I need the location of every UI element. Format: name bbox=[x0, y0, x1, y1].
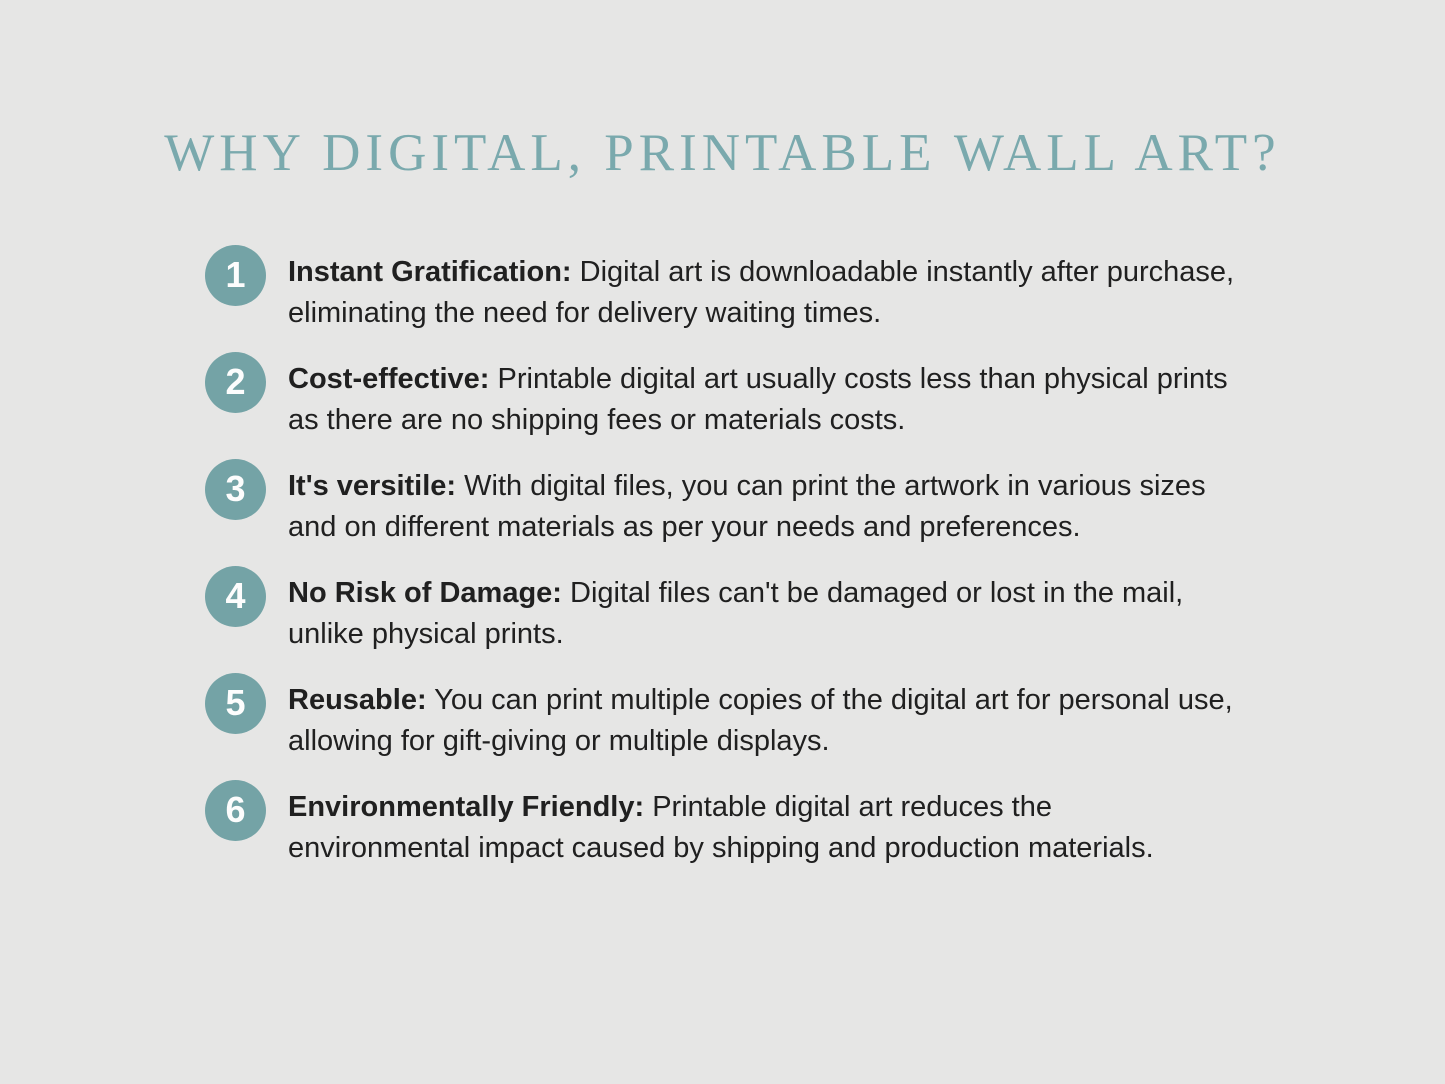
item-number-badge: 1 bbox=[205, 245, 266, 306]
item-number-badge: 2 bbox=[205, 352, 266, 413]
list-item bbox=[205, 573, 1245, 655]
item-number-badge: 3 bbox=[205, 459, 266, 520]
item-number-badge: 5 bbox=[205, 673, 266, 734]
item-description: Printable digital art usually costs less than physical prints as there are no shipping fees or materials costs. bbox=[288, 362, 1228, 436]
list-item bbox=[205, 252, 1245, 334]
list-item bbox=[205, 680, 1245, 762]
list-item bbox=[205, 359, 1245, 441]
item-text bbox=[288, 787, 1238, 869]
item-label: It's versitile: bbox=[288, 469, 457, 502]
item-description: With digital files, you can print the artwork in various sizes and on different materials as per your needs and preferences. bbox=[288, 469, 1206, 543]
item-description: Digital art is downloadable instantly after purchase, eliminating the need for delivery waiting times. bbox=[288, 255, 1235, 329]
item-description: You can print multiple copies of the digital art for personal use, allowing for gift-giving or multiple displays. bbox=[288, 683, 1233, 757]
item-number-badge: 6 bbox=[205, 780, 266, 841]
item-label: No Risk of Damage: bbox=[288, 576, 562, 609]
item-description: Digital files can't be damaged or lost in the mail, unlike physical prints. bbox=[288, 576, 1184, 650]
benefits-list bbox=[205, 252, 1245, 869]
list-item bbox=[205, 466, 1245, 548]
item-text bbox=[288, 466, 1238, 548]
item-label: Environmentally Friendly: bbox=[288, 790, 645, 823]
item-text bbox=[288, 680, 1238, 762]
item-text bbox=[288, 359, 1238, 441]
page-title: WHY DIGITAL, PRINTABLE WALL ART? bbox=[164, 124, 1281, 182]
item-text bbox=[288, 252, 1238, 334]
item-number-badge: 4 bbox=[205, 566, 266, 627]
item-label: Reusable: bbox=[288, 683, 427, 716]
list-item bbox=[205, 787, 1245, 869]
item-description: Printable digital art reduces the environmental impact caused by shipping and production materials. bbox=[288, 790, 1154, 864]
item-text bbox=[288, 573, 1238, 655]
item-label: Cost-effective: bbox=[288, 362, 490, 395]
item-label: Instant Gratification: bbox=[288, 255, 572, 288]
